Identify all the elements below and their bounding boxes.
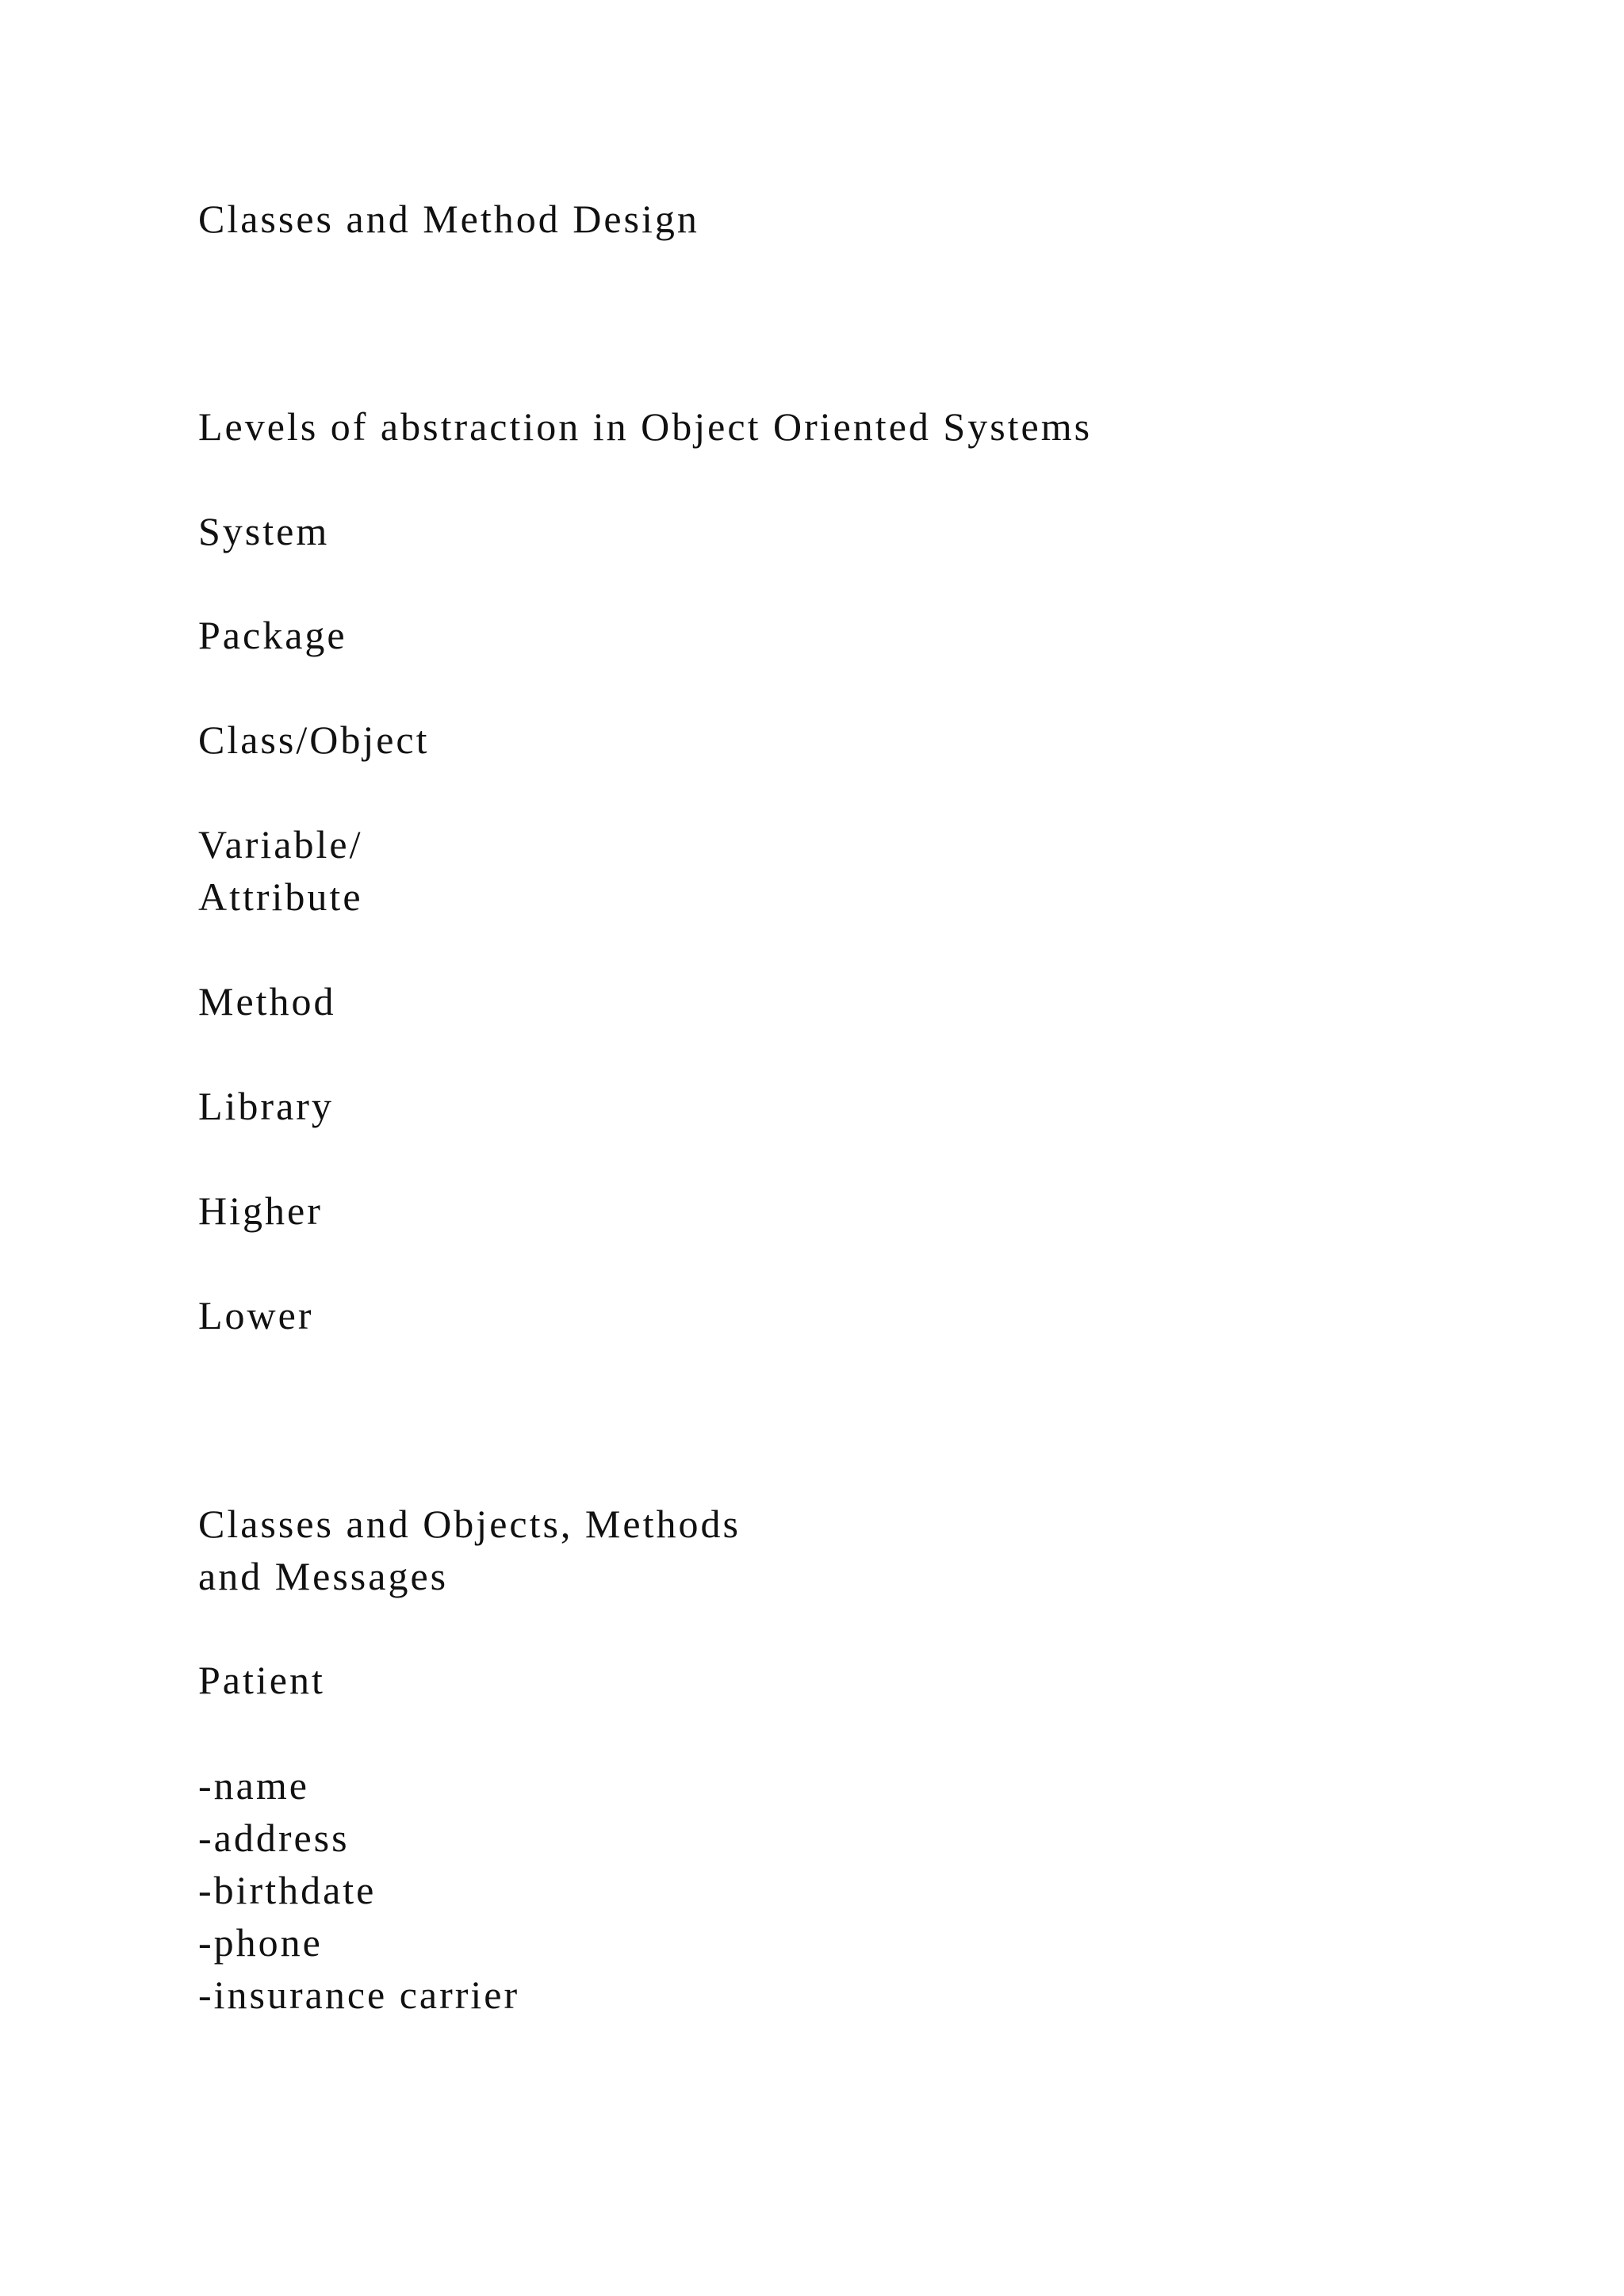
level-item-attribute: Attribute — [198, 874, 363, 919]
attribute-name: -name — [198, 1763, 309, 1808]
level-item-variable: Variable/ — [198, 822, 363, 867]
attribute-insurance-carrier: -insurance carrier — [198, 1973, 520, 2017]
level-item-package: Package — [198, 613, 347, 657]
level-item-method: Method — [198, 979, 336, 1024]
level-item-system: System — [198, 509, 330, 553]
section-heading-classes-line2: and Messages — [198, 1554, 449, 1598]
class-name-patient: Patient — [198, 1658, 325, 1702]
section-heading-classes-line1: Classes and Objects, Methods — [198, 1502, 741, 1546]
attribute-birthdate: -birthdate — [198, 1868, 377, 1912]
level-item-library: Library — [198, 1084, 334, 1128]
section-heading-abstraction: Levels of abstraction in Object Oriented Systems — [198, 404, 1093, 449]
document-title: Classes and Method Design — [198, 197, 699, 241]
attribute-address: -address — [198, 1816, 350, 1860]
level-label-higher: Higher — [198, 1188, 323, 1233]
attribute-phone: -phone — [198, 1920, 323, 1965]
level-label-lower: Lower — [198, 1293, 314, 1337]
level-item-class-object: Class/Object — [198, 718, 430, 762]
